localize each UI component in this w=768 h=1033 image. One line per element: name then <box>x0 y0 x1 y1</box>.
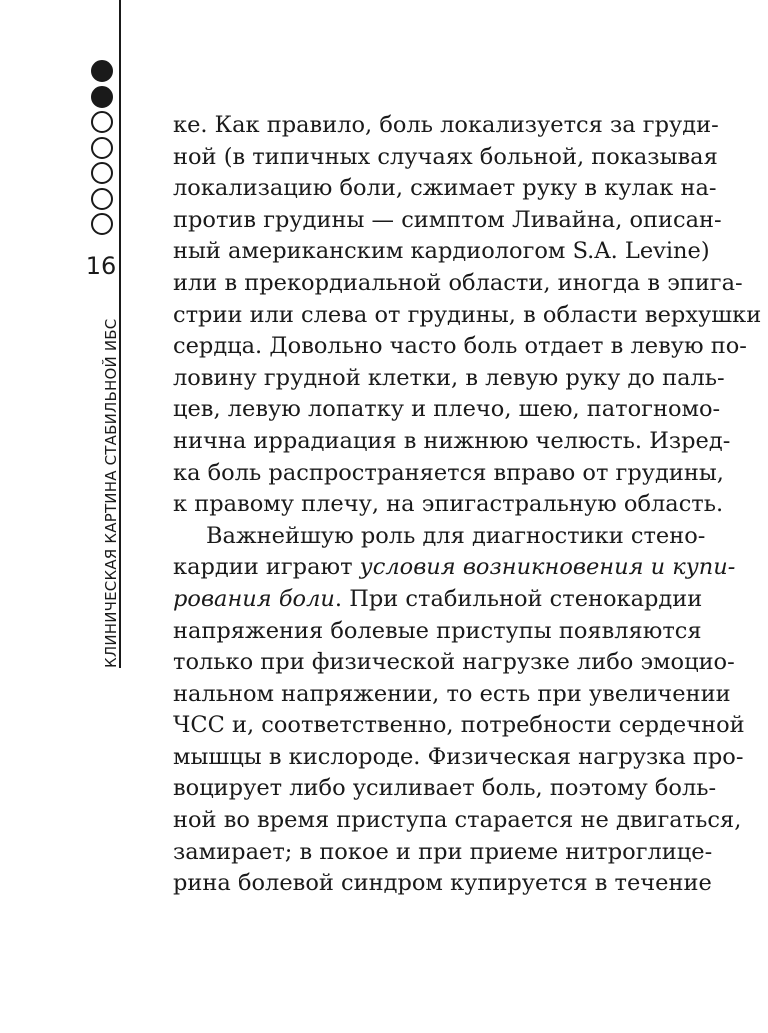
text-line: против грудины — симптом Ливайна, описан- <box>173 206 722 233</box>
text-run: . При стабильной стенокардии <box>334 585 703 612</box>
body-text <box>173 110 762 900</box>
progress-dot <box>91 86 113 108</box>
progress-dot <box>91 137 113 159</box>
text-line: замирает; в покое и при приеме нитроглице- <box>173 838 713 865</box>
paragraph <box>173 110 762 521</box>
progress-dot <box>91 162 113 184</box>
page-number: 16 <box>85 252 117 280</box>
text-line: сердца. Довольно часто боль отдает в левую по- <box>173 333 747 360</box>
text-line: локализацию боли, сжимает руку в кулак на- <box>173 175 717 202</box>
progress-dot <box>91 213 113 235</box>
progress-dot <box>91 60 113 82</box>
text-line: ной (в типичных случаях больной, показывая <box>173 143 718 170</box>
text-line: цев, левую лопатку и плечо, шею, патогномо- <box>173 396 721 423</box>
text-line: ловину грудной клетки, в левую руку до паль- <box>173 364 725 391</box>
text-line: стрии или слева от грудины, в области верхушки <box>173 301 762 328</box>
text-line: ный американским кардиологом S.A. Levine) <box>173 238 710 265</box>
running-head: КЛИНИЧЕСКАЯ КАРТИНА СТАБИЛЬНОЙ ИБС <box>102 318 120 668</box>
text-line: рина болевой синдром купируется в течение <box>173 870 712 897</box>
text-run: кардии играют <box>173 554 360 581</box>
text-line: ЧСС и, соответственно, потребности сердечной <box>173 712 745 739</box>
progress-dot <box>91 188 113 210</box>
text-line: только при физической нагрузке либо эмоцио- <box>173 649 735 676</box>
text-line: к правому плечу, на эпигастральную область. <box>173 491 724 518</box>
text-line: мышцы в кислороде. Физическая нагрузка про- <box>173 743 744 770</box>
text-line: нальном напряжении, то есть при увеличении <box>173 680 731 707</box>
text-line: ной во время приступа старается не двигаться, <box>173 807 742 834</box>
chapter-progress-dots <box>91 60 117 239</box>
text-line: Важнейшую роль для диагностики стено- <box>206 522 706 549</box>
text-line: нична иррадиация в нижнюю челюсть. Изред- <box>173 427 731 454</box>
emphasis-text: условия возникновения и купи- <box>359 554 736 581</box>
text-line: воцирует либо усиливает боль, поэтому боль- <box>173 775 717 802</box>
text-line: ке. Как правило, боль локализуется за груди- <box>173 112 719 138</box>
paragraph <box>173 521 745 900</box>
text-line: или в прекордиальной области, иногда в эпига- <box>173 269 743 296</box>
text-line <box>173 584 703 616</box>
text-line <box>173 552 736 584</box>
text-line: напряжения болевые приступы появляются <box>173 617 702 644</box>
progress-dot <box>91 111 113 133</box>
text-line: ка боль распространяется вправо от грудины, <box>173 459 724 486</box>
emphasis-text: рования боли <box>173 585 335 612</box>
